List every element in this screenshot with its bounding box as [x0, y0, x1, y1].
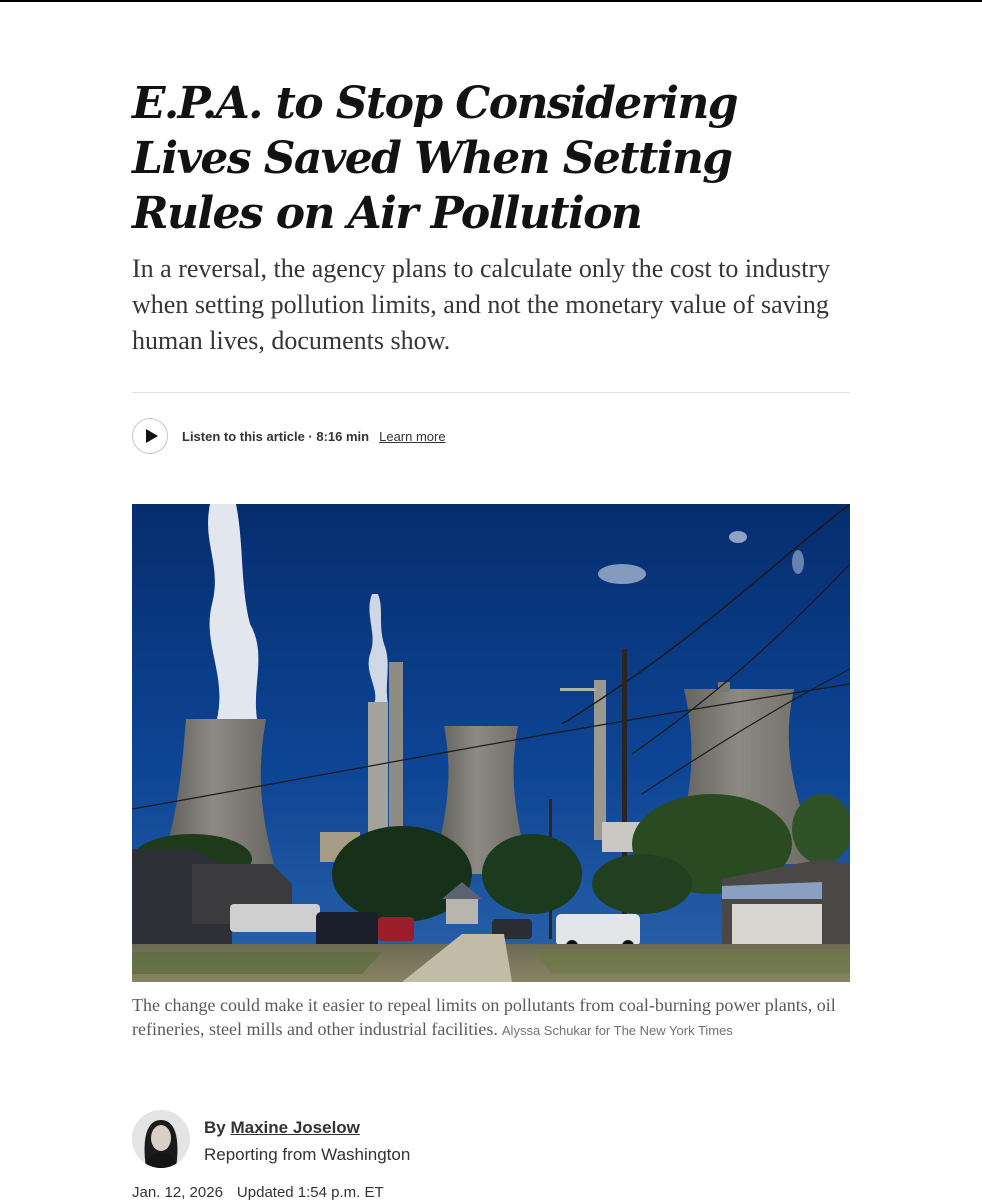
learn-more-link[interactable]: Learn more — [379, 428, 446, 444]
published-date: Jan. 12, 2026 — [132, 1184, 223, 1200]
caption-text: The change could make it easier to repeal limits on pollutants from coal-burning power plants, oil refineries, steel mills and other industrial facilities. — [132, 995, 836, 1039]
dateline — [132, 1184, 384, 1200]
updated-time: Updated 1:54 p.m. ET — [236, 1184, 384, 1200]
listen-label: Listen to this article · 8:16 min — [182, 428, 370, 444]
article-headline: E.P.A. to Stop Considering Lives Saved When Setting Rules on Air Pollution — [132, 78, 737, 239]
author-avatar[interactable] — [132, 1110, 190, 1168]
photo-credit: Alyssa Schukar for The New York Times — [501, 1023, 733, 1038]
author-link[interactable]: Maxine Joselow — [230, 1118, 360, 1137]
byline-text — [204, 1114, 410, 1168]
article-summary: In a reversal, the agency plans to calculate only the cost to industry when setting pollution limits, and not the monetary value of saving human lives, documents show. — [132, 254, 831, 355]
byline-author-line — [204, 1114, 410, 1141]
by-prefix: By — [204, 1118, 226, 1137]
byline — [132, 1110, 410, 1168]
top-rule — [0, 0, 982, 2]
reporting-location: Reporting from Washington — [204, 1145, 411, 1164]
play-icon — [143, 429, 158, 443]
photo-caption — [132, 993, 842, 1043]
audio-player — [132, 417, 446, 455]
article-photo — [132, 504, 850, 982]
play-button[interactable] — [132, 418, 168, 454]
divider — [132, 392, 850, 393]
